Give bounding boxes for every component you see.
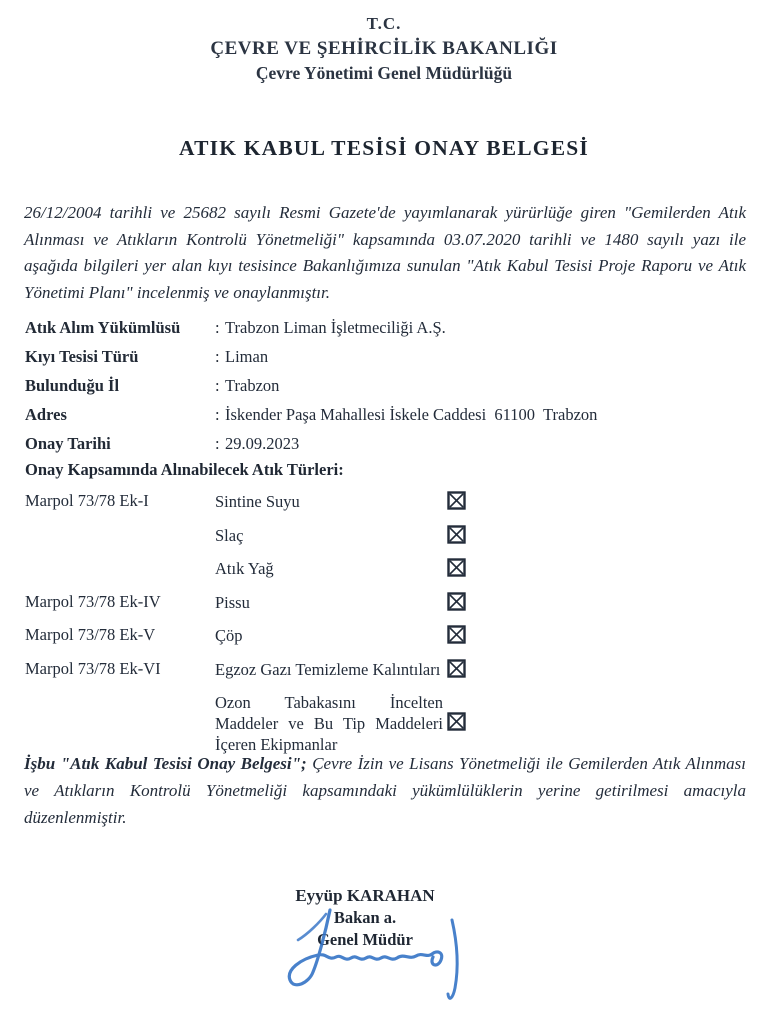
waste-type-label: Sintine Suyu <box>215 492 300 511</box>
intro-paragraph: 26/12/2004 tarihli ve 25682 sayılı Resmi Gazete'de yayımlanarak yürürlüğe giren "Gemilerden Atık Alınması ve Atıkların Kontrolü Yönetmeliği" kapsamında 03.07.2020 tarihli ve 1480 sayılı yazı ile aşağıda bilgileri yer alan kıyı tesisince Bakanlığımıza sunulan "Atık Kabul Tesisi Proje Raporu ve Atık Yönetimi Planı" incelenmiş ve onaylanmıştır. <box>24 203 746 302</box>
field-row-onay-tarihi <box>25 434 745 454</box>
field-label: Kıyı Tesisi Türü <box>25 347 139 366</box>
field-row-adres <box>25 405 745 425</box>
waste-row-egzoz-gazi <box>25 659 485 683</box>
signer-title-bakan: Bakan a. <box>333 908 397 927</box>
checked-checkbox-icon <box>447 712 469 736</box>
waste-category: Marpol 73/78 Ek-IV <box>25 591 161 611</box>
field-value: 29.09.2023 <box>225 434 300 453</box>
waste-row-ozon-tabakasi <box>25 692 485 755</box>
header-ministry-name: ÇEVRE VE ŞEHİRCİLİK BAKANLIĞI <box>210 38 558 59</box>
field-row-bulundugu-il <box>25 376 745 396</box>
waste-row-slac <box>25 525 485 549</box>
closing-bold-part: İşbu "Atık Kabul Tesisi Onay Belgesi"; <box>24 754 307 773</box>
header-tc: T.C. <box>366 14 402 33</box>
waste-section-heading: Onay Kapsamında Alınabilecek Atık Türleri: <box>25 460 344 479</box>
signature-block <box>255 886 475 950</box>
closing-rest: Çevre İzin ve Lisans Yönetmeliği ile Gemilerden Atık Alınması ve Atıkların Kontrolü Yönetmeliği kapsamındaki yükümlülüklerin yerine getirilmesi amacıyla düzenlenmiştir. <box>24 754 746 827</box>
field-row-kiyi-tesisi-turu <box>25 347 745 367</box>
waste-row-atik-yag <box>25 558 485 582</box>
checked-checkbox-icon <box>447 659 469 683</box>
waste-type-label: Pissu <box>215 592 250 612</box>
header-directorate-name: Çevre Yönetimi Genel Müdürlüğü <box>255 63 513 83</box>
waste-type-label: Atık Yağ <box>215 559 274 578</box>
waste-type-label: Egzoz Gazı Temizleme Kalıntıları <box>215 659 441 679</box>
checked-checkbox-icon <box>447 592 469 616</box>
signer-name: Eyyüp KARAHAN <box>295 886 435 905</box>
waste-row-cop <box>25 625 485 649</box>
field-colon: : <box>215 434 220 453</box>
field-value: İskender Paşa Mahallesi İskele Caddesi 61100 Trabzon <box>225 405 598 424</box>
waste-type-label: Çöp <box>215 626 243 645</box>
checked-checkbox-icon <box>447 525 469 549</box>
field-value: Liman <box>225 347 269 366</box>
waste-row-sintine-suyu <box>25 491 485 515</box>
checked-checkbox-icon <box>447 625 469 649</box>
waste-types-table <box>25 491 485 765</box>
waste-type-label: Ozon Tabakasını İncelten Maddeler ve Bu Tip Maddeleri İçeren Ekipmanlar <box>215 693 443 754</box>
field-label: Onay Tarihi <box>25 434 111 453</box>
waste-category: Marpol 73/78 Ek-VI <box>25 658 161 678</box>
field-label: Adres <box>25 405 67 424</box>
info-fields <box>25 318 745 463</box>
document-title: ATIK KABUL TESİSİ ONAY BELGESİ <box>178 136 589 160</box>
field-value: Trabzon <box>225 376 280 395</box>
closing-paragraph <box>24 750 746 831</box>
field-colon: : <box>215 347 220 366</box>
checked-checkbox-icon <box>447 558 469 582</box>
field-colon: : <box>215 318 220 337</box>
field-colon: : <box>215 376 220 395</box>
waste-type-label: Slaç <box>215 525 244 545</box>
ministry-header <box>0 14 768 84</box>
field-label: Bulunduğu İl <box>25 376 120 395</box>
waste-row-pissu <box>25 592 485 616</box>
field-label: Atık Alım Yükümlüsü <box>25 318 181 337</box>
field-value: Trabzon Liman İşletmeciliği A.Ş. <box>225 318 446 337</box>
field-row-atik-alim-yukumlusu <box>25 318 745 338</box>
waste-category: Marpol 73/78 Ek-I <box>25 491 149 510</box>
waste-category: Marpol 73/78 Ek-V <box>25 625 156 644</box>
checked-checkbox-icon <box>447 491 469 515</box>
field-colon: : <box>215 405 220 424</box>
signer-title-genel-mudur: Genel Müdür <box>317 930 413 949</box>
